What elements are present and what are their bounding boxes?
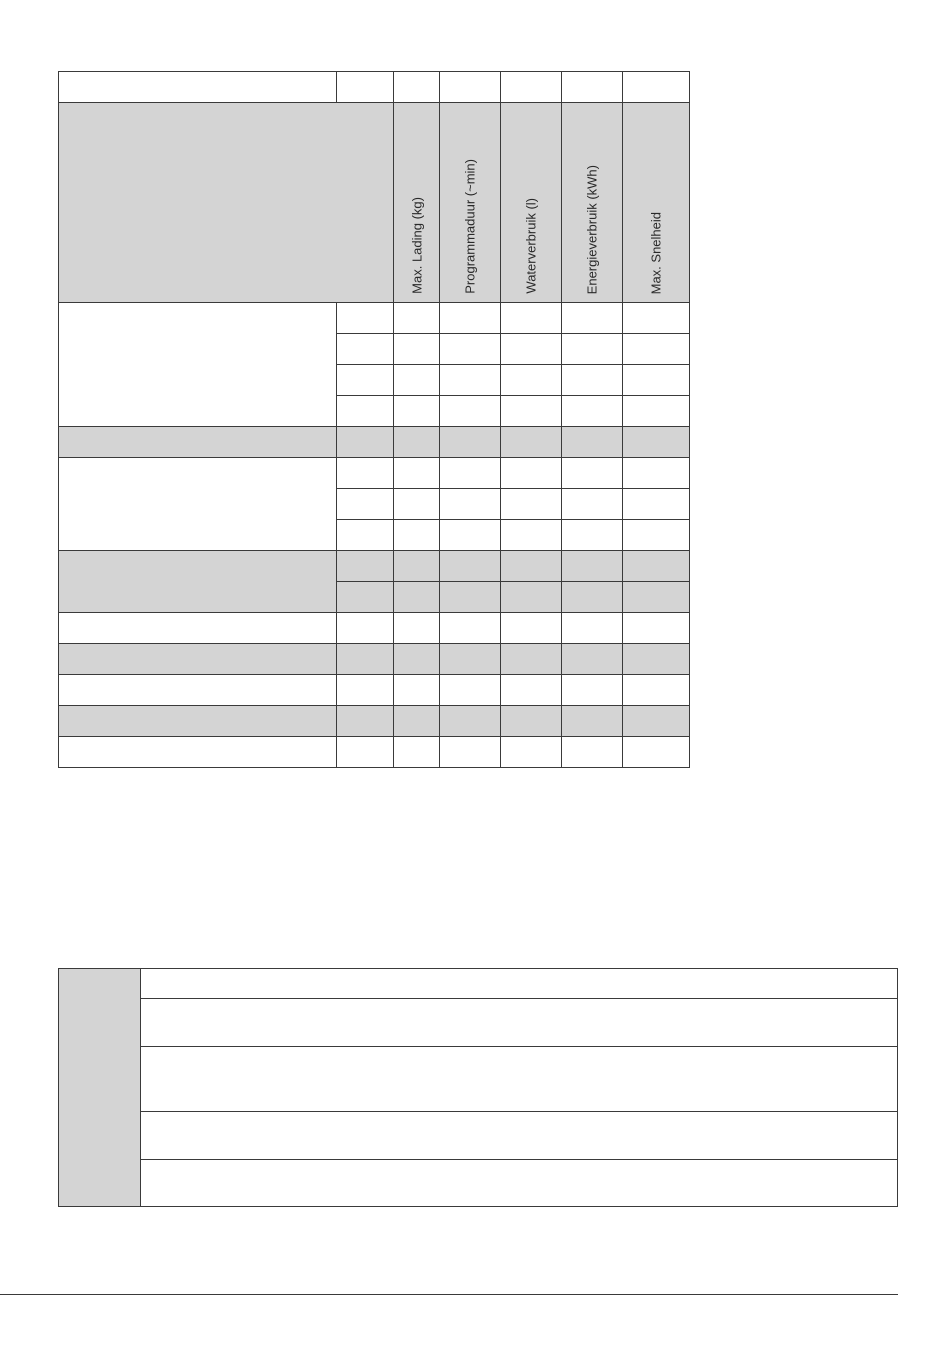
table-cell xyxy=(501,489,562,520)
table-cell xyxy=(337,737,394,768)
table-cell xyxy=(337,427,394,458)
table-cell xyxy=(562,706,623,737)
table-cell xyxy=(501,644,562,675)
notes-row xyxy=(59,1047,898,1112)
notes-cell xyxy=(141,999,898,1047)
program-name-cell xyxy=(59,675,337,706)
table-cell xyxy=(440,675,501,706)
table-cell xyxy=(562,72,623,103)
table-row xyxy=(59,737,690,768)
table-cell xyxy=(562,613,623,644)
table-cell xyxy=(337,334,394,365)
table-cell xyxy=(562,675,623,706)
table-row xyxy=(59,706,690,737)
program-name-cell xyxy=(59,458,337,551)
table-cell xyxy=(562,396,623,427)
table-cell xyxy=(440,303,501,334)
table-cell xyxy=(394,396,440,427)
header-duration-label: Programmaduur (~min) xyxy=(462,159,478,294)
header-energy-label: Energieverbruik (kWh) xyxy=(584,164,600,294)
table-cell xyxy=(623,427,690,458)
notes-row xyxy=(59,1160,898,1207)
table-cell xyxy=(440,334,501,365)
table-cell xyxy=(394,613,440,644)
table-cell xyxy=(501,582,562,613)
table-cell xyxy=(440,706,501,737)
table-cell xyxy=(623,489,690,520)
table-cell xyxy=(440,427,501,458)
table-row xyxy=(59,644,690,675)
table-cell xyxy=(59,72,337,103)
header-energy xyxy=(562,103,623,303)
notes-cell xyxy=(141,1160,898,1207)
table-cell xyxy=(623,613,690,644)
header-max-speed-label: Max. Snelheid xyxy=(648,211,664,294)
table-cell xyxy=(394,737,440,768)
table-cell xyxy=(501,613,562,644)
table-cell xyxy=(337,675,394,706)
table-row xyxy=(59,303,690,334)
notes-row xyxy=(59,999,898,1047)
table-cell xyxy=(562,582,623,613)
table-cell xyxy=(623,706,690,737)
table-cell xyxy=(562,489,623,520)
table-top-row xyxy=(59,72,690,103)
table-header-row xyxy=(59,103,690,303)
header-max-load-label: Max. Lading (kg) xyxy=(409,197,424,294)
table-cell xyxy=(623,551,690,582)
program-name-cell xyxy=(59,613,337,644)
table-cell xyxy=(562,520,623,551)
table-row xyxy=(59,427,690,458)
table-cell xyxy=(440,458,501,489)
program-name-cell xyxy=(59,706,337,737)
header-water-label: Waterverbruik (l) xyxy=(523,198,539,294)
table-cell xyxy=(394,365,440,396)
table-cell xyxy=(623,520,690,551)
table-cell xyxy=(394,72,440,103)
header-water xyxy=(501,103,562,303)
table-cell xyxy=(562,303,623,334)
table-cell xyxy=(440,582,501,613)
table-cell xyxy=(440,613,501,644)
notes-cell xyxy=(141,1112,898,1160)
table-row xyxy=(59,458,690,489)
notes-cell xyxy=(141,1047,898,1112)
table-cell xyxy=(337,396,394,427)
table-cell xyxy=(337,582,394,613)
table-cell xyxy=(501,334,562,365)
table-cell xyxy=(440,737,501,768)
table-cell xyxy=(501,396,562,427)
table-cell xyxy=(562,427,623,458)
table-cell xyxy=(337,72,394,103)
table-cell xyxy=(394,458,440,489)
table-cell xyxy=(394,644,440,675)
table-cell xyxy=(623,737,690,768)
table-cell xyxy=(623,458,690,489)
table-cell xyxy=(623,334,690,365)
table-cell xyxy=(562,458,623,489)
program-name-cell xyxy=(59,737,337,768)
table-cell xyxy=(501,427,562,458)
table-cell xyxy=(562,644,623,675)
table-cell xyxy=(501,706,562,737)
table-cell xyxy=(562,334,623,365)
header-max-load xyxy=(394,103,440,303)
table-cell xyxy=(394,489,440,520)
table-cell xyxy=(440,520,501,551)
table-cell xyxy=(394,427,440,458)
header-blank-cell xyxy=(59,103,394,303)
table-cell xyxy=(623,582,690,613)
table-cell xyxy=(394,551,440,582)
program-name-cell xyxy=(59,551,337,613)
table-cell xyxy=(337,706,394,737)
table-cell xyxy=(440,396,501,427)
table-cell xyxy=(337,365,394,396)
table-cell xyxy=(337,303,394,334)
notes-side-cell xyxy=(59,969,141,1207)
table-cell xyxy=(623,675,690,706)
program-consumption-table xyxy=(58,71,690,768)
table-cell xyxy=(623,365,690,396)
header-max-speed xyxy=(623,103,690,303)
table-cell xyxy=(501,365,562,396)
table-row xyxy=(59,675,690,706)
table-cell xyxy=(623,303,690,334)
notes-cell xyxy=(141,969,898,999)
table-cell xyxy=(440,551,501,582)
table-cell xyxy=(440,72,501,103)
table-cell xyxy=(337,520,394,551)
table-row xyxy=(59,613,690,644)
table-cell xyxy=(501,675,562,706)
table-cell xyxy=(440,365,501,396)
table-cell xyxy=(501,303,562,334)
table-row xyxy=(59,551,690,582)
header-duration xyxy=(440,103,501,303)
table-cell xyxy=(562,737,623,768)
table-cell xyxy=(501,551,562,582)
table-cell xyxy=(337,613,394,644)
notes-table xyxy=(58,968,898,1207)
table-cell xyxy=(501,72,562,103)
table-cell xyxy=(337,489,394,520)
table-cell xyxy=(440,644,501,675)
table-cell xyxy=(394,582,440,613)
table-cell xyxy=(394,334,440,365)
table-cell xyxy=(562,365,623,396)
table-cell xyxy=(337,551,394,582)
table-cell xyxy=(623,72,690,103)
program-name-cell xyxy=(59,303,337,427)
table-cell xyxy=(394,706,440,737)
table-cell xyxy=(562,551,623,582)
program-name-cell xyxy=(59,644,337,675)
table-cell xyxy=(394,520,440,551)
notes-row xyxy=(59,969,898,999)
table-cell xyxy=(501,458,562,489)
table-cell xyxy=(501,520,562,551)
program-name-cell xyxy=(59,427,337,458)
table-cell xyxy=(337,458,394,489)
footer-divider xyxy=(0,1294,898,1295)
table-cell xyxy=(623,644,690,675)
notes-row xyxy=(59,1112,898,1160)
table-cell xyxy=(394,303,440,334)
table-cell xyxy=(440,489,501,520)
table-cell xyxy=(623,396,690,427)
table-cell xyxy=(394,675,440,706)
table-cell xyxy=(337,644,394,675)
table-cell xyxy=(501,737,562,768)
